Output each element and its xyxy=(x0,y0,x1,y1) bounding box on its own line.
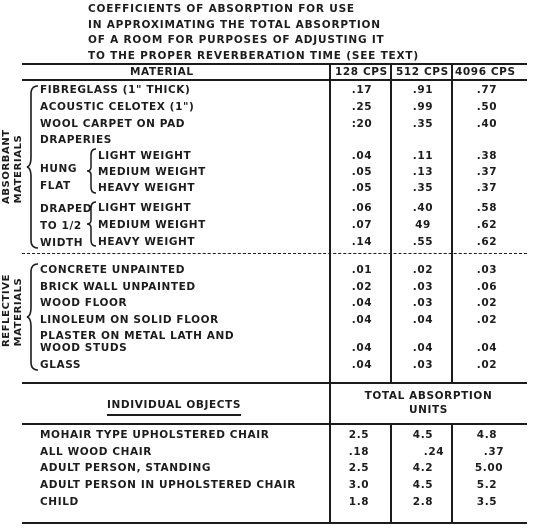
material-label: ACOUSTIC CELOTEX (1") xyxy=(40,101,195,113)
group-label-line: MATERIALS xyxy=(13,134,24,204)
sub-label-line: WIDTH xyxy=(40,237,84,249)
object-label: ADULT PERSON, STANDING xyxy=(40,462,212,474)
column-rule-2b xyxy=(390,423,392,523)
value-cell: :20 xyxy=(351,118,373,130)
value-cell: .04 xyxy=(412,314,434,326)
value-cell: .02 xyxy=(476,359,498,371)
value-cell: .37 xyxy=(476,182,498,194)
column-rule-3 xyxy=(451,63,453,383)
objects-header-underline xyxy=(107,414,241,416)
objects-header-text: INDIVIDUAL OBJECTS xyxy=(107,399,241,411)
header-line: TOTAL ABSORPTION xyxy=(364,390,493,402)
value-cell: .40 xyxy=(412,202,434,214)
value-cell: .04 xyxy=(351,359,373,371)
column-rule-3b xyxy=(451,423,453,523)
material-label: MEDIUM WEIGHT xyxy=(98,166,206,178)
object-label: CHILD xyxy=(40,496,79,508)
value-cell: .13 xyxy=(412,166,434,178)
value-cell: .01 xyxy=(351,264,373,276)
value-cell: .06 xyxy=(476,281,498,293)
value-cell: .55 xyxy=(412,236,434,248)
value-cell: 5.00 xyxy=(474,462,504,474)
draped-brace xyxy=(86,200,98,248)
material-label: FIBREGLASS (1" THICK) xyxy=(40,84,191,96)
sub-label-line: FLAT xyxy=(40,180,71,192)
column-rule-1 xyxy=(329,63,331,523)
draped-label xyxy=(40,201,92,252)
column-header-512: 512 CPS xyxy=(396,66,449,78)
value-cell: .25 xyxy=(351,101,373,113)
value-cell: 4.2 xyxy=(412,462,434,474)
group-label-line: ABSORBANT xyxy=(1,129,12,204)
material-label: HEAVY WEIGHT xyxy=(98,182,196,194)
object-label: ALL WOOD CHAIR xyxy=(40,446,152,458)
group-label-line: REFLECTIVE xyxy=(1,273,12,347)
group-label-line: MATERIALS xyxy=(13,277,24,347)
value-cell: .04 xyxy=(476,342,498,354)
value-cell: .37 xyxy=(483,446,505,458)
hung-flat-label xyxy=(40,161,77,195)
value-cell: 4.5 xyxy=(412,429,434,441)
material-label: WOOL CARPET ON PAD xyxy=(40,118,186,130)
sub-label-line: HUNG xyxy=(40,163,78,175)
material-label: CONCRETE UNPAINTED xyxy=(40,264,186,276)
value-cell: 3.5 xyxy=(476,496,498,508)
value-cell: 2.5 xyxy=(348,462,370,474)
value-cell: .03 xyxy=(476,264,498,276)
material-column-header: MATERIAL xyxy=(130,66,194,78)
total-absorption-header xyxy=(330,389,527,417)
value-cell: .37 xyxy=(476,166,498,178)
absorbant-brace xyxy=(26,84,40,250)
value-cell: .04 xyxy=(351,314,373,326)
absorbant-group-label xyxy=(1,129,25,204)
object-label: ADULT PERSON IN UPHOLSTERED CHAIR xyxy=(40,479,296,491)
individual-objects-header xyxy=(107,399,241,411)
value-cell: 5.2 xyxy=(476,479,498,491)
material-label: MEDIUM WEIGHT xyxy=(98,219,206,231)
column-header-128: 128 CPS xyxy=(335,66,388,78)
value-cell: .04 xyxy=(351,150,373,162)
sub-label-line: DRAPED xyxy=(40,203,93,215)
value-cell: .05 xyxy=(351,182,373,194)
object-label: MOHAIR TYPE UPHOLSTERED CHAIR xyxy=(40,429,270,441)
value-cell: .99 xyxy=(412,101,434,113)
value-cell: 4.5 xyxy=(412,479,434,491)
caption-line: TO THE PROPER REVERBERATION TIME (SEE TEXT) xyxy=(88,49,419,62)
caption-line: OF A ROOM FOR PURPOSES OF ADJUSTING IT xyxy=(88,34,385,47)
reflective-group-label xyxy=(1,273,25,347)
value-cell: 2.5 xyxy=(348,429,370,441)
material-label: HEAVY WEIGHT xyxy=(98,236,196,248)
value-cell: .06 xyxy=(351,202,373,214)
material-label: BRICK WALL UNPAINTED xyxy=(40,281,196,293)
value-cell: .35 xyxy=(412,118,434,130)
value-cell: .02 xyxy=(351,281,373,293)
hung-brace xyxy=(86,147,98,195)
value-cell: .02 xyxy=(476,314,498,326)
draperies-label: DRAPERIES xyxy=(40,134,112,146)
material-label: PLASTER ON METAL LATH AND xyxy=(40,330,235,342)
value-cell: .91 xyxy=(412,84,434,96)
sub-label-line: TO 1/2 xyxy=(40,220,82,232)
value-cell: .24 xyxy=(423,446,445,458)
caption-line: IN APPROXIMATING THE TOTAL ABSORPTION xyxy=(88,18,381,31)
value-cell: 4.8 xyxy=(476,429,498,441)
value-cell: .04 xyxy=(351,297,373,309)
material-label: LIGHT WEIGHT xyxy=(98,150,192,162)
value-cell: .04 xyxy=(412,342,434,354)
value-cell: .14 xyxy=(351,236,373,248)
caption-line: COEFFICIENTS OF ABSORPTION FOR USE xyxy=(88,3,355,15)
material-label: LIGHT WEIGHT xyxy=(98,202,192,214)
value-cell: .77 xyxy=(476,84,498,96)
value-cell: .03 xyxy=(412,359,434,371)
value-cell: .04 xyxy=(351,342,373,354)
value-cell: .11 xyxy=(412,150,434,162)
value-cell: 49 xyxy=(415,219,431,231)
material-label: GLASS xyxy=(40,359,82,371)
material-label: WOOD FLOOR xyxy=(40,297,128,309)
value-cell: 1.8 xyxy=(348,496,370,508)
value-cell: .62 xyxy=(476,236,498,248)
value-cell: .03 xyxy=(412,281,434,293)
value-cell: .17 xyxy=(351,84,373,96)
value-cell: .50 xyxy=(476,101,498,113)
material-label: LINOLEUM ON SOLID FLOOR xyxy=(40,314,219,326)
value-cell: .35 xyxy=(412,182,434,194)
value-cell: 2.8 xyxy=(412,496,434,508)
material-label-continued: WOOD STUDS xyxy=(40,342,128,354)
value-cell: .38 xyxy=(476,150,498,162)
column-rule-2 xyxy=(390,63,392,383)
value-cell: 3.0 xyxy=(348,479,370,491)
table-caption xyxy=(88,2,419,64)
value-cell: .58 xyxy=(476,202,498,214)
value-cell: .02 xyxy=(412,264,434,276)
value-cell: .18 xyxy=(348,446,370,458)
header-line: UNITS xyxy=(409,404,448,416)
value-cell: .02 xyxy=(476,297,498,309)
value-cell: .40 xyxy=(476,118,498,130)
column-header-4096: 4096 CPS xyxy=(455,66,516,78)
value-cell: .62 xyxy=(476,219,498,231)
value-cell: .07 xyxy=(351,219,373,231)
reflective-brace xyxy=(26,262,40,372)
value-cell: .03 xyxy=(412,297,434,309)
value-cell: .05 xyxy=(351,166,373,178)
